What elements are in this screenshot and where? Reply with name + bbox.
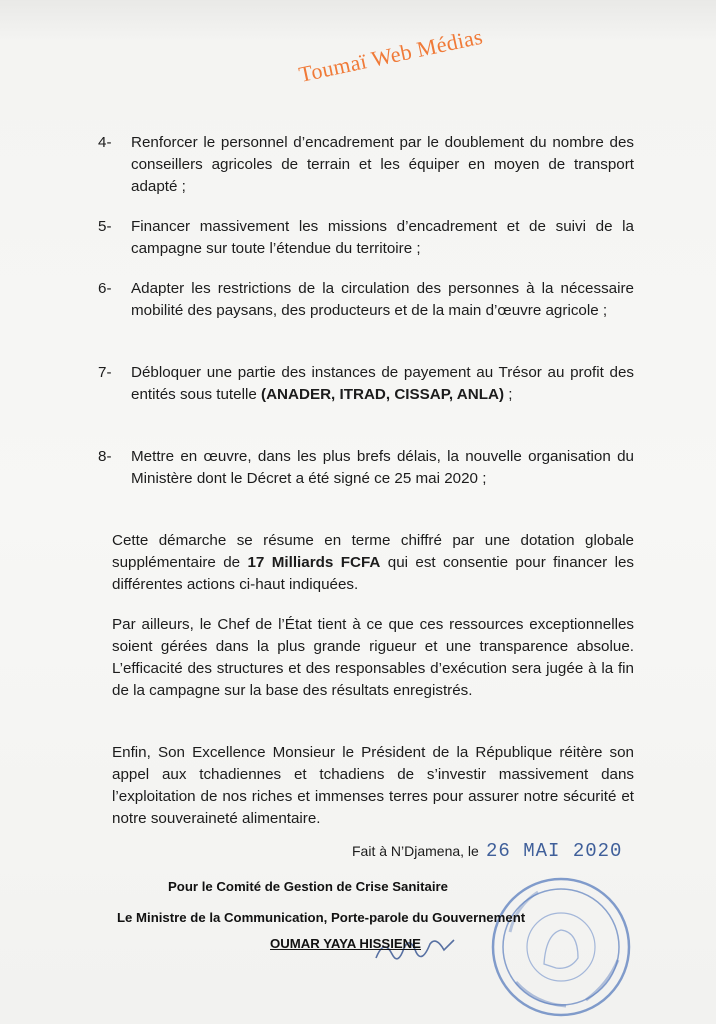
list-item	[98, 278, 634, 322]
list-item-text: Mettre en œuvre, dans les plus brefs délais, la nouvelle organisation du Ministère dont le Décret a été signé ce 25 mai 2020 ;	[131, 448, 634, 487]
list-item-number: 6-	[98, 280, 112, 297]
date-stamp: 26 MAI 2020	[486, 840, 623, 862]
paragraph-appeal: Enfin, Son Excellence Monsieur le Président de la République réitère son appel aux tchadiennes et tchadiens de s’investir massivement dans l’exploitation de nos riches et immenses terres pour assurer notre sécurité et notre souveraineté alimentaire.	[112, 744, 634, 827]
entities-list: (ANADER, ITRAD, CISSAP, ANLA)	[261, 386, 505, 403]
list-item-number: 8-	[98, 448, 112, 465]
signatory-name: OUMAR YAYA HISSIENE	[270, 936, 421, 951]
list-item	[98, 132, 634, 198]
list-item-text-part: Débloquer une partie des instances de payement au Trésor au profit des entités sous tutelle	[131, 364, 634, 403]
list-item	[98, 362, 634, 406]
official-seal-icon	[486, 872, 636, 1024]
list-item	[98, 216, 634, 260]
list-item-text: Renforcer le personnel d’encadrement par le doublement du nombre des conseillers agricoles de terrain et les équiper en moyen de transport adapté ;	[131, 134, 634, 195]
list-item-text-part: ;	[504, 386, 513, 403]
minister-title: Le Ministre de la Communication, Porte-parole du Gouvernement	[117, 910, 526, 925]
list-item-number: 4-	[98, 134, 112, 151]
list-item-text	[131, 362, 634, 406]
paragraph-text-part: qui est consentie pour financer les différentes actions ci-haut indiquées.	[112, 554, 634, 593]
paragraph-funding	[112, 530, 634, 596]
list-item-number: 5-	[98, 218, 112, 235]
watermark: Toumaï Web Médias	[296, 23, 485, 88]
list-item-text: Adapter les restrictions de la circulation des personnes à la nécessaire mobilité des paysans, des producteurs et de la main d’œuvre agricole ;	[131, 280, 634, 319]
list-item	[98, 446, 634, 490]
list-item-number: 7-	[98, 364, 112, 381]
place-date-label: Fait à N’Djamena, le	[352, 843, 479, 859]
paragraph-text-part: Cette démarche se résume en terme chiffré par une dotation globale supplémentaire de	[112, 532, 634, 571]
list-item-text: Financer massivement les missions d’encadrement et de suivi de la campagne sur toute l’étendue du territoire ;	[131, 218, 634, 257]
funding-amount: 17 Milliards FCFA	[247, 554, 381, 571]
paragraph-transparency: Par ailleurs, le Chef de l’État tient à ce que ces ressources exceptionnelles soient gérées dans la plus grande rigueur et une transparence absolue. L’efficacité des structures et des responsables d’exécution sera jugée à la fin de la campagne sur la base des résultats enregistrés.	[112, 616, 634, 699]
committee-line: Pour le Comité de Gestion de Crise Sanitaire	[168, 879, 448, 894]
